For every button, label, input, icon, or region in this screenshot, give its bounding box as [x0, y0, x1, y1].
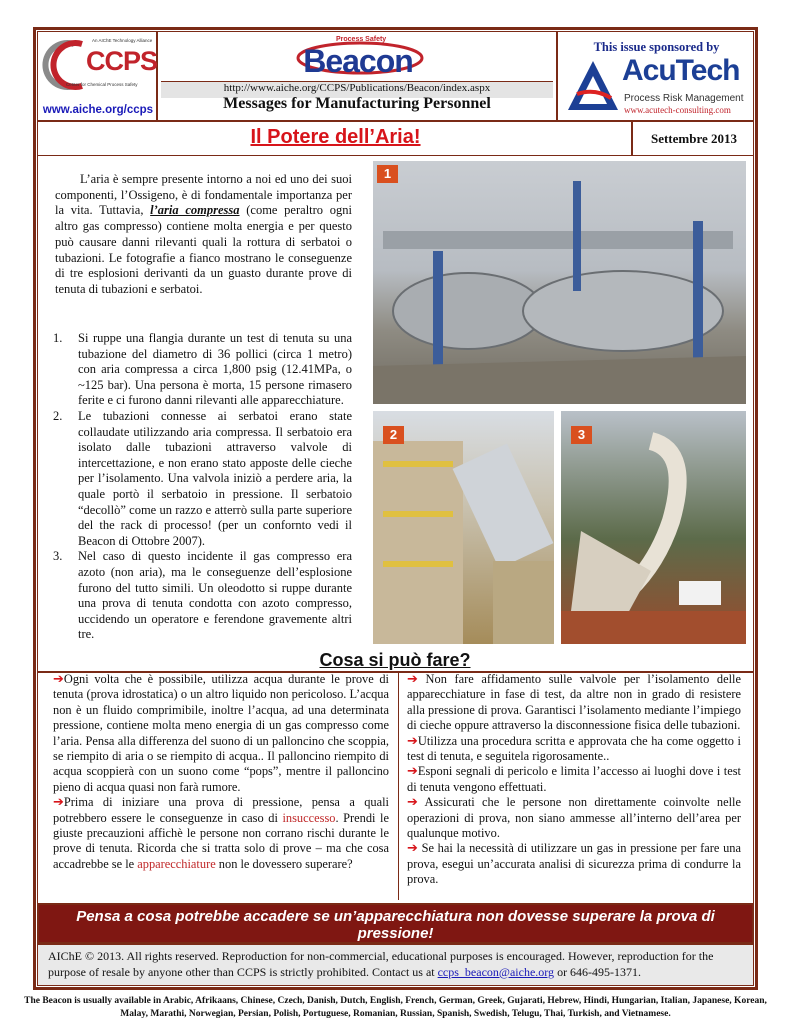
intro-paragraph: [55, 172, 352, 298]
photo-1-illustration: [373, 161, 746, 404]
arrow-icon: ➔: [53, 672, 64, 687]
title-box: [37, 121, 632, 156]
right-tip-2: ➔Utilizza una procedura scritta e approvata che ha come oggetto i test di tenuta, e seguitela rigorosamente..: [407, 733, 741, 764]
intro-after: (come peraltro ogni altro gas compresso) contiene molta energia e per questo può causare danni rilevanti quali la rottura di serbatoi o tubazioni. Le fotografie a fianco mostrano le conseguenze di tre esplosioni derivanti da un guasto durante prove di tenuta di tubazioni e serbatoi.: [55, 203, 352, 296]
sponsor-tagline: Process Risk Management: [624, 93, 744, 104]
photo-3-badge: 3: [571, 426, 592, 444]
photo-3: [561, 411, 746, 644]
photo-3-illustration: [561, 411, 746, 644]
list-item: 2. Le tubazioni connesse ai serbatoi erano state collaudate utilizzando aria compressa. Il serbatoio era isolato dalle tubazioni attraverso valvole di intercettazione, e non erano stato apposte delle cieche per l’isolamento. Una valvola iniziò a perdere aria, la quale portò il serbatoio in pressione. Il serbatoio “decollò” come un razzo e atterrò sulla parte superiore del the rack di processo! (per un confornto vedi il Beacon di Ottobre 2007).: [53, 408, 352, 548]
copyright-box: [37, 944, 754, 986]
what-to-do-left: [53, 672, 389, 872]
bottom-banner: [37, 903, 754, 944]
right-tip-1: ➔ Non fare affidamento sulle valvole per l’isolamento delle apparecchiature in fase di test, da altre non in grado di resistere alla pressione di prova. Garantisci l’isolamento mediante l’impiego di cieche oppure attraverso la disconnessione fisica delle tubazioni.: [407, 672, 741, 733]
left-tip-1: ➔Ogni volta che è possibile, utilizza acqua durante le prove di tenuta (prova idrostatica) o un altro liquido non pericoloso. L’acqua non è un fluido comprimibile, inoltre l’acqua, ad una determinata pressione, contiene molta meno energia di un gas compresso come l’aria. Pensa alla differenza del suono di un palloncino che scoppia, se riempito di aria o se riempito di acqua.. Il palloncino riempito di acqua scoppierà con un suono come “pops”, mentre il palloncino pieno di acqua quasi non farà rumore.: [53, 672, 389, 794]
ccps-center-name: Center for Chemical Process Safety: [66, 82, 138, 87]
right-tip-5: ➔ Se hai la necessità di utilizzare un gas in pressione per fare una prova, esegui un’accurata analisi di sicurezza prima di condurre la prova.: [407, 841, 741, 887]
intro-emphasis: l’aria compressa: [150, 203, 240, 218]
right-tip-3: ➔Esponi segnali di pericolo e limita l’accesso ai luoghi dove i test di tenuta vengono effettuati.: [407, 764, 741, 794]
sponsor-box: [557, 31, 754, 121]
beacon-logo: [288, 36, 428, 80]
photo-2-badge: 2: [383, 426, 404, 444]
beacon-logo-text: Beacon: [303, 43, 413, 79]
languages-footer: The Beacon is usually available in Arabic, Afrikaans, Chinese, Czech, Danish, Dutch, English, French, German, Greek, Gujarati, Hebrew, Hindi, Hungarian, Italian, Japanese, Korean, Malay, Marathi, Norwegian, Persian, Polish, Portuguese, Romanian, Russian, Spanish, Swedish, Telugu, Thai, Turkish, and Vietnamese.: [24, 996, 767, 1019]
incident-list: [53, 331, 352, 643]
copyright-text: AIChE © 2013. All rights reserved. Reproduction for non-commercial, educational purposes is encouraged. However, reproduction for the purpose of resale by anyone other than CCPS is strictly prohibited. Contact us at ccps_beacon@aiche.org or 646-495-1371.: [48, 949, 714, 979]
photo-2-illustration: [373, 411, 554, 644]
arrow-icon: ➔: [407, 672, 418, 687]
sponsor-link[interactable]: www.acutech-consulting.com: [624, 105, 731, 115]
acutech-logo-icon: [565, 58, 621, 114]
banner-text: Pensa a cosa potrebbe accadere se un’apparecchiatura non dovesse superare la prova di pressione!: [76, 908, 715, 942]
left-tip-2: ➔Prima di iniziare una prova di pressione, pensa a quali potrebbero essere le conseguenze in caso di insuccesso. Prendi le giuste precauzioni affichè le persone non corrano rischi durante le prove di tenuta. Ricorda che si tratta solo di prove – ma che cosa accadrebbe se le apparecchiature non le dovessero superare?: [53, 795, 389, 871]
photo-2: [373, 411, 554, 644]
sponsor-name: AcuTech: [622, 54, 740, 87]
sponsor-label: This issue sponsored by: [593, 40, 720, 54]
photo-1-badge: 1: [377, 165, 398, 183]
contact-email-link[interactable]: ccps_beacon@aiche.org: [437, 964, 555, 979]
right-tip-4: ➔ Assicurati che le persone non direttamente coinvolte nelle operazioni di prova, non siano ammesse all’interno dell’area per qualunque motivo.: [407, 795, 741, 841]
list-item: 3. Nel caso di questo incidente il gas compresso era azoto (non aria), ma le conseguenze dell’esplosione furono del tutto simili. Un oleodotto si ruppe durante una prova di tenuta condotta con azoto compresso, uccidendo un operatore e ferendone gravemente altri tre.: [53, 549, 352, 642]
ccps-tagline: An AIChE Technology Alliance: [92, 38, 153, 43]
arrow-icon: ➔: [407, 841, 418, 857]
column-divider: [398, 672, 399, 900]
intro-before: L’aria è sempre presente intorno a noi ed uno dei suoi componenti, l’Ossigeno, è di fondamentale importanza per la vita. Tuttavia,: [55, 172, 352, 218]
headline: Il Potere dell’Aria!: [250, 126, 421, 148]
ccps-logo-text: CCPS: [86, 46, 158, 76]
beacon-url[interactable]: http://www.aiche.org/CCPS/Publications/Beacon/index.aspx: [223, 82, 491, 94]
date-box: [632, 121, 754, 156]
photo-1: [373, 161, 746, 404]
what-to-do-heading: Cosa si può fare?: [300, 650, 490, 671]
ccps-link[interactable]: www.aiche.org/ccps: [42, 104, 154, 116]
ccps-logo-box: [37, 31, 157, 121]
arrow-icon: ➔: [407, 795, 418, 811]
issue-date: Settembre 2013: [650, 131, 738, 146]
arrow-icon: ➔: [407, 764, 418, 780]
arrow-icon: ➔: [407, 733, 418, 749]
what-to-do-right: [407, 672, 741, 888]
list-item: 1. Si ruppe una flangia durante un test di tenuta su una tubazione del diametro di 36 pollici (circa 1 metro) con aria compressa a circa 1,800 psig (12.41MPa, o ~125 bar). Una persona è morta, 15 persone rimasero ferite e ci furono danni rilevanti alle apparecchiature.: [53, 331, 352, 408]
arrow-icon: ➔: [53, 795, 64, 811]
beacon-subtitle: Messages for Manufacturing Personnel: [223, 95, 491, 112]
beacon-title-box: [157, 31, 557, 121]
beacon-logo-small: Process Safety: [336, 36, 387, 43]
